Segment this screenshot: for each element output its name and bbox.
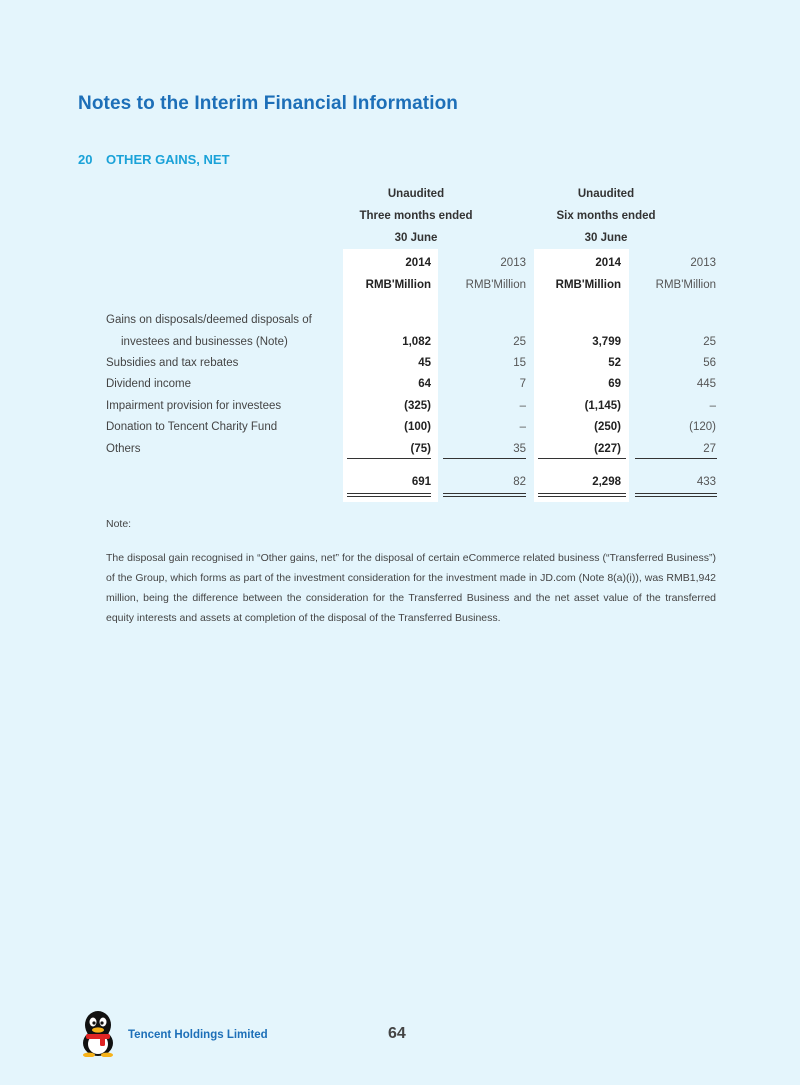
year-col-3: 2014 bbox=[595, 257, 621, 269]
total-double-rule bbox=[538, 493, 626, 494]
table-cell: 64 bbox=[418, 378, 431, 390]
total-double-rule bbox=[347, 493, 431, 494]
year-col-2: 2013 bbox=[500, 257, 526, 269]
unit-col-4: RMB'Million bbox=[655, 279, 716, 291]
group-status-three-months: Unaudited bbox=[387, 188, 445, 200]
table-cell: – bbox=[519, 421, 526, 433]
total-cell: 82 bbox=[513, 476, 526, 488]
table-cell: 35 bbox=[513, 443, 526, 455]
subtotal-rule bbox=[538, 458, 626, 459]
row-label: Subsidies and tax rebates bbox=[106, 357, 239, 369]
unit-col-1: RMB'Million bbox=[365, 279, 431, 291]
group-status-six-months: Unaudited bbox=[577, 188, 635, 200]
total-double-rule bbox=[443, 496, 526, 497]
section-title: OTHER GAINS, NET bbox=[106, 152, 230, 167]
group-date-three-months: 30 June bbox=[394, 232, 438, 244]
year-col-4: 2013 bbox=[690, 257, 716, 269]
row-label: investees and businesses (Note) bbox=[121, 336, 288, 348]
table-cell: 25 bbox=[703, 336, 716, 348]
row-label: Impairment provision for investees bbox=[106, 400, 282, 412]
table-cell: (100) bbox=[404, 421, 431, 433]
subtotal-rule bbox=[347, 458, 431, 459]
table-cell: 52 bbox=[608, 357, 621, 369]
table-cell: 15 bbox=[513, 357, 526, 369]
note-title: Note: bbox=[106, 518, 132, 530]
total-double-rule bbox=[635, 493, 717, 494]
table-cell: (75) bbox=[410, 443, 431, 455]
row-label: Gains on disposals/deemed disposals of bbox=[106, 314, 312, 326]
page-title: Notes to the Interim Financial Information bbox=[78, 93, 459, 114]
table-cell: – bbox=[709, 400, 716, 412]
table-cell: (250) bbox=[594, 421, 621, 433]
section-number: 20 bbox=[78, 152, 93, 167]
subtotal-rule bbox=[443, 458, 526, 459]
company-name: Tencent Holdings Limited bbox=[128, 1029, 268, 1041]
group-date-six-months: 30 June bbox=[584, 232, 628, 244]
table-cell: (1,145) bbox=[584, 400, 621, 412]
table-cell: 27 bbox=[703, 443, 716, 455]
total-double-rule bbox=[635, 496, 717, 497]
table-cell: 7 bbox=[519, 378, 526, 390]
total-double-rule bbox=[347, 496, 431, 497]
page-number: 64 bbox=[388, 1025, 406, 1042]
row-label: Donation to Tencent Charity Fund bbox=[106, 421, 278, 433]
table-cell: 45 bbox=[418, 357, 431, 369]
year-col-1: 2014 bbox=[405, 257, 431, 269]
total-double-rule bbox=[538, 496, 626, 497]
table-cell: 3,799 bbox=[592, 336, 621, 348]
total-cell: 691 bbox=[411, 476, 431, 488]
total-cell: 2,298 bbox=[592, 476, 621, 488]
row-label: Others bbox=[106, 443, 141, 455]
table-cell: 1,082 bbox=[402, 336, 431, 348]
unit-col-3: RMB'Million bbox=[555, 279, 621, 291]
table-cell: 445 bbox=[696, 378, 716, 390]
section-heading bbox=[78, 152, 230, 167]
table-cell: 56 bbox=[703, 357, 716, 369]
table-cell: 69 bbox=[608, 378, 621, 390]
penguin-logo-icon bbox=[76, 1009, 120, 1057]
unit-col-2: RMB'Million bbox=[465, 279, 526, 291]
group-period-three-months: Three months ended bbox=[359, 210, 473, 222]
table-cell: (325) bbox=[404, 400, 431, 412]
table-cell: – bbox=[519, 400, 526, 412]
table-cell: (227) bbox=[594, 443, 621, 455]
note-body: The disposal gain recognised in “Other gains, net” for the disposal of certain eCommerce related business (“Transferred Business”) of the Group, which forms as part of the investment consideration for the investment made in JD.com (Note 8(a)(i)), was RMB1,942 million, being the difference between the consideration for the Transferred Business and the net asset value of the transferred equity interests and assets at completion of the disposal of the Transferred Business. bbox=[106, 552, 716, 624]
row-label: Dividend income bbox=[106, 378, 192, 390]
total-double-rule bbox=[443, 493, 526, 494]
table-cell: 25 bbox=[513, 336, 526, 348]
total-cell: 433 bbox=[696, 476, 716, 488]
subtotal-rule bbox=[635, 458, 717, 459]
group-period-six-months: Six months ended bbox=[556, 210, 656, 222]
table-cell: (120) bbox=[689, 421, 716, 433]
